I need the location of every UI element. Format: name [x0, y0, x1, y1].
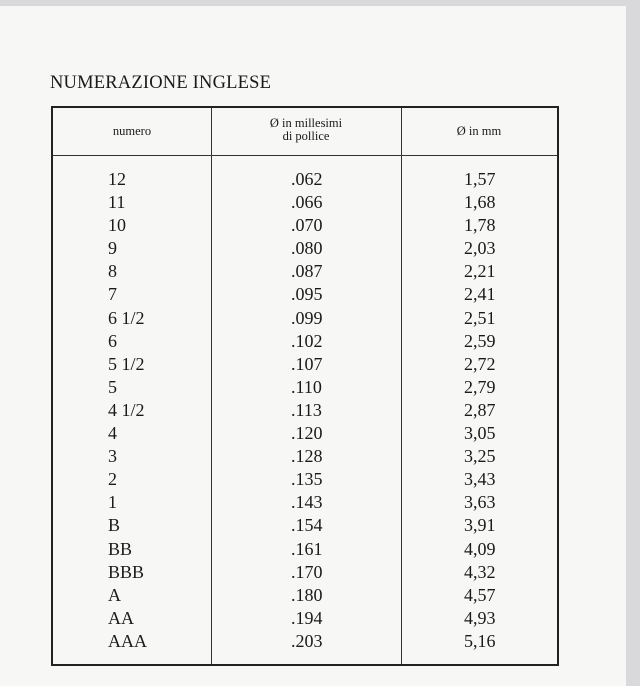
cell-inches: .062 [291, 169, 323, 189]
cell-inches: .161 [291, 538, 323, 559]
table-row [53, 283, 557, 306]
cell-numero: 5 [108, 376, 117, 397]
cell-numero: 12 [108, 169, 126, 189]
cell-mm: 3,05 [464, 423, 496, 444]
table-row [53, 376, 557, 399]
header-inches-line1: Ø in millesimi [269, 116, 343, 130]
cell-inches: .180 [291, 584, 323, 605]
cell-mm: 4,93 [464, 607, 496, 628]
cell-mm: 2,03 [464, 238, 496, 259]
table-row [53, 237, 557, 260]
page-title: NUMERAZIONE INGLESE [50, 73, 272, 93]
cell-numero: 6 [108, 330, 117, 351]
cell-mm: 1,68 [464, 192, 496, 213]
cell-inches: .080 [291, 238, 323, 259]
cell-inches: .099 [291, 307, 323, 328]
cell-numero: 6 1/2 [108, 307, 145, 328]
gauge-table [51, 106, 559, 666]
cell-inches: .066 [291, 192, 323, 213]
cell-mm: 2,21 [464, 261, 496, 282]
cell-mm: 4,57 [464, 584, 496, 605]
table-row [53, 538, 557, 561]
header-inches-line2: di pollice [282, 129, 330, 143]
cell-inches: .135 [291, 469, 323, 490]
cell-mm: 2,87 [464, 399, 496, 420]
table-row [53, 353, 557, 376]
cell-inches: .107 [291, 353, 323, 374]
cell-mm: 4,32 [464, 561, 496, 582]
cell-numero: 5 1/2 [108, 353, 145, 374]
table-row [53, 191, 557, 214]
cell-numero: 9 [108, 238, 117, 259]
cell-numero: 2 [108, 469, 117, 490]
table-row [53, 468, 557, 491]
table-row [53, 168, 557, 191]
cell-numero: A [108, 584, 121, 605]
cell-mm: 2,51 [464, 307, 496, 328]
cell-inches: .113 [291, 399, 322, 420]
table-row [53, 422, 557, 445]
table-row [53, 214, 557, 237]
cell-mm: 1,57 [464, 169, 496, 189]
cell-mm: 4,09 [464, 538, 496, 559]
cell-mm: 2,72 [464, 353, 496, 374]
right-border-band [626, 0, 640, 686]
cell-numero: BB [108, 538, 133, 559]
cell-numero: 11 [108, 192, 126, 213]
table-row [53, 561, 557, 584]
cell-numero: 8 [108, 261, 117, 282]
cell-inches: .070 [291, 215, 323, 236]
table-row [53, 307, 557, 330]
header-numero: numero [112, 124, 152, 138]
header-mm: Ø in mm [456, 124, 502, 138]
table-row [53, 607, 557, 630]
cell-mm: 2,59 [464, 330, 496, 351]
cell-mm: 1,78 [464, 215, 496, 236]
cell-inches: .143 [291, 492, 323, 513]
cell-numero: 3 [108, 446, 117, 467]
cell-inches: .102 [291, 330, 323, 351]
cell-mm: 3,25 [464, 446, 496, 467]
header-divider [53, 155, 557, 156]
cell-numero: 4 [108, 423, 117, 444]
cell-numero: 7 [108, 284, 117, 305]
table-row [53, 260, 557, 283]
cell-mm: 2,41 [464, 284, 496, 305]
table-row [53, 330, 557, 353]
cell-inches: .170 [291, 561, 323, 582]
table-body [53, 168, 557, 653]
table-row [53, 491, 557, 514]
table-row [53, 514, 557, 537]
cell-numero: AAA [108, 630, 147, 651]
cell-numero: AA [108, 607, 134, 628]
cell-mm: 3,91 [464, 515, 496, 536]
cell-inches: .128 [291, 446, 323, 467]
cell-inches: .194 [291, 607, 323, 628]
cell-numero: BBB [108, 561, 145, 582]
cell-numero: 4 1/2 [108, 399, 145, 420]
cell-numero: B [108, 515, 121, 536]
cell-inches: .154 [291, 515, 323, 536]
cell-numero: 10 [108, 215, 126, 236]
cell-numero: 1 [108, 492, 117, 513]
cell-inches: .203 [291, 630, 323, 651]
cell-inches: .087 [291, 261, 323, 282]
cell-inches: .095 [291, 284, 323, 305]
table-row [53, 399, 557, 422]
cell-mm: 3,63 [464, 492, 496, 513]
table-row [53, 445, 557, 468]
cell-inches: .110 [291, 376, 322, 397]
cell-mm: 2,79 [464, 376, 496, 397]
header-inches [211, 117, 401, 143]
cell-mm: 3,43 [464, 469, 496, 490]
cell-mm: 5,16 [464, 630, 496, 651]
cell-inches: .120 [291, 423, 323, 444]
table-row [53, 584, 557, 607]
table-row [53, 630, 557, 653]
